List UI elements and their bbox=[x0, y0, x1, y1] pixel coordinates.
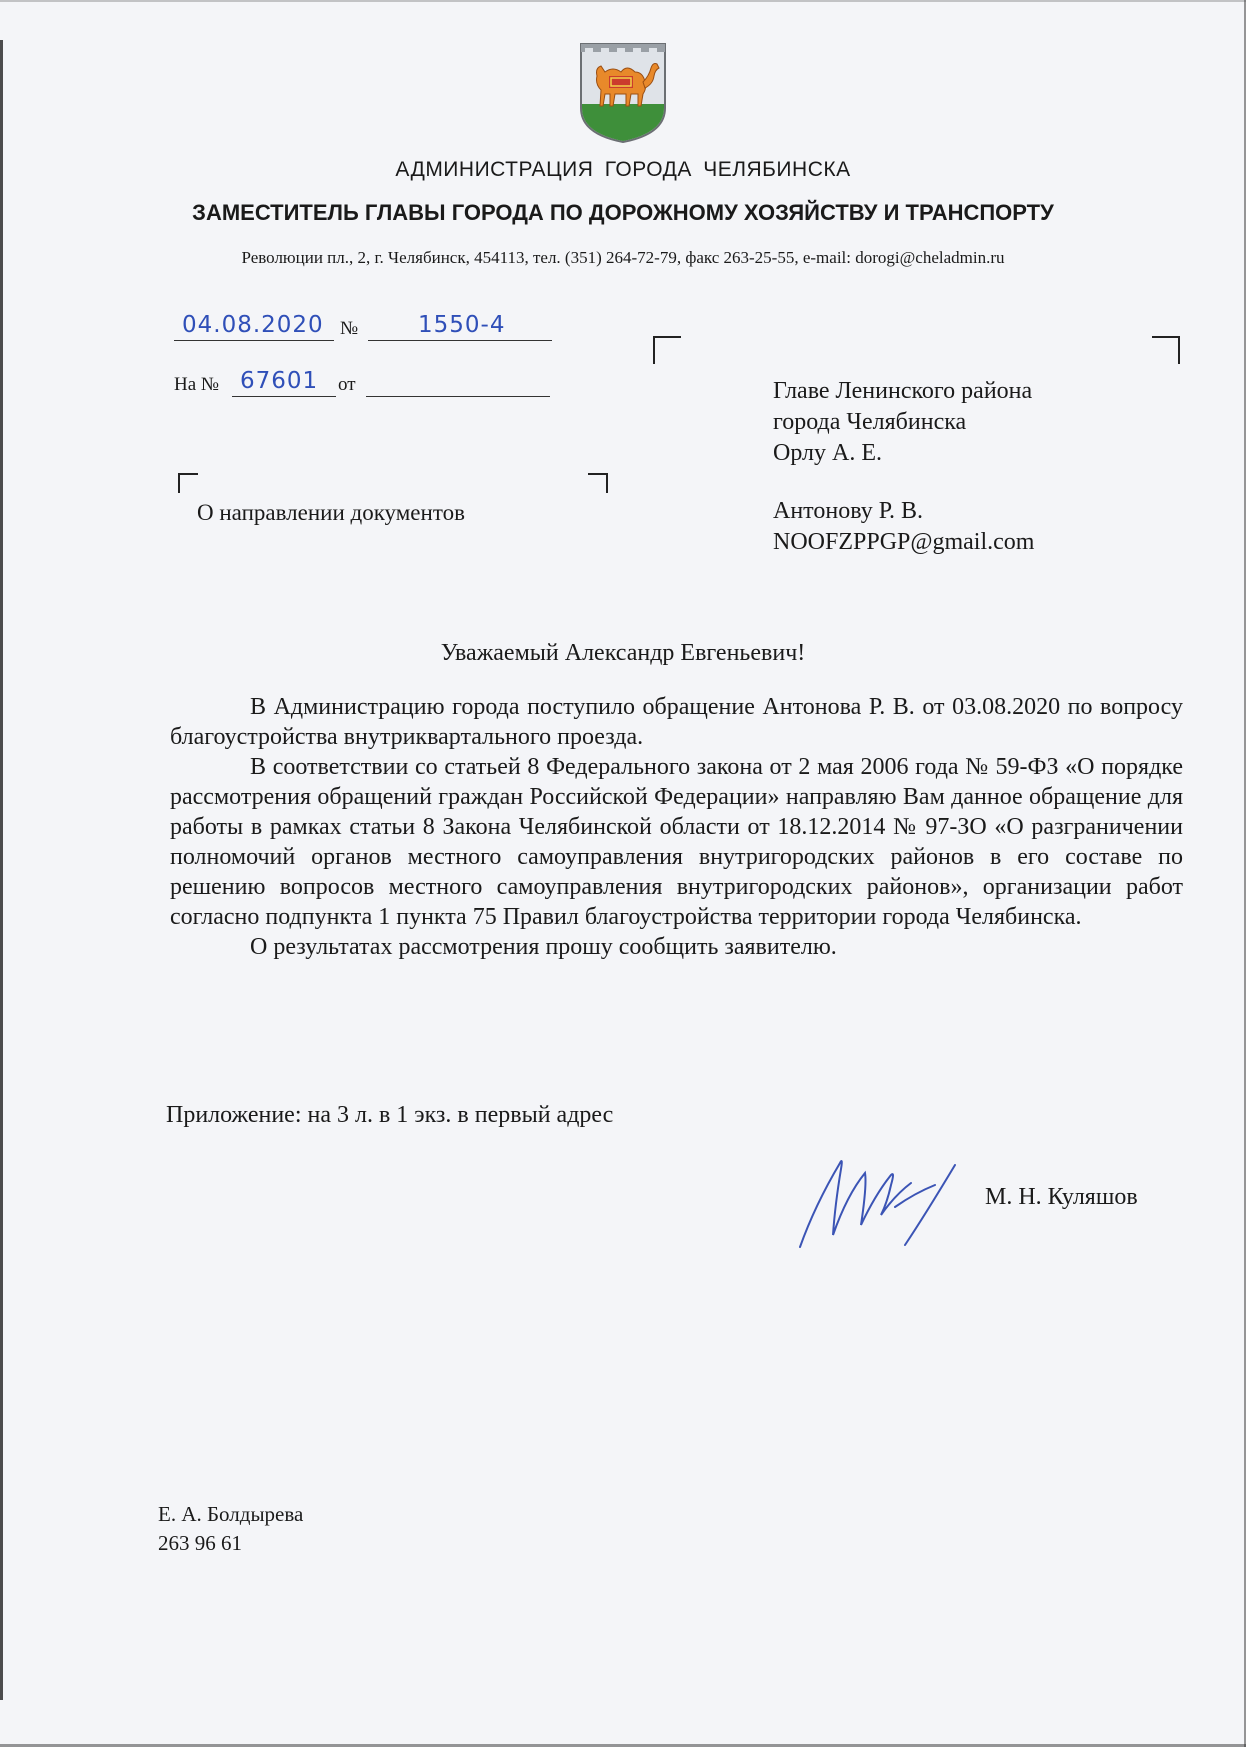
attachment-note: Приложение: на 3 л. в 1 экз. в первый адрес bbox=[166, 1102, 614, 1128]
letter-body bbox=[170, 692, 1183, 962]
body-paragraph: В Администрацию города поступило обращение Антонова Р. В. от 03.08.2020 по вопросу благоустройства внутриквартального проезда. bbox=[170, 694, 1183, 750]
date-underline bbox=[174, 340, 334, 341]
reply-underline bbox=[232, 396, 336, 397]
signer-name: М. Н. Куляшов bbox=[985, 1184, 1138, 1210]
outgoing-number: 1550-4 bbox=[418, 312, 506, 338]
body-paragraph: В соответствии со статьей 8 Федерального закона от 2 мая 2006 года № 59-ФЗ «О порядке рассмотрения обращений граждан Российской Федерации» направляю Вам данное обращение для работы в рамках статьи 8 Закона Челябинской области от 18.12.2014 № 97-ЗО «О разграничении полномочий органов местного самоуправления внутригородских районов в его составе по решению вопросов местного самоуправления внутригородских районов», организации работ согласно подпункта 1 пункта 75 Правил благоустройства территории города Челябинска. bbox=[170, 754, 1183, 930]
number-underline bbox=[368, 340, 552, 341]
scan-edge-top bbox=[0, 0, 1246, 2]
addressee-corner-left bbox=[653, 336, 681, 364]
administration-name: АДМИНИСТРАЦИЯ ГОРОДА ЧЕЛЯБИНСКА bbox=[395, 158, 851, 181]
addressee-email: NOOFZPPGP@gmail.com bbox=[773, 529, 1035, 555]
coat-of-arms-icon bbox=[575, 38, 671, 144]
salutation: Уважаемый Александр Евгеньевич! bbox=[440, 640, 806, 666]
letter-subject: О направлении документов bbox=[197, 500, 465, 525]
handwritten-signature bbox=[795, 1145, 965, 1255]
executor-block bbox=[158, 1500, 303, 1558]
addressee-line: города Челябинска bbox=[773, 409, 967, 435]
from-label: от bbox=[338, 374, 356, 395]
addressee-line: Главе Ленинского района bbox=[773, 378, 1033, 404]
addressee-block bbox=[773, 376, 1034, 558]
subject-corner-left bbox=[178, 473, 198, 493]
addressee-corner-right bbox=[1152, 336, 1180, 364]
reply-number: 67601 bbox=[240, 368, 319, 394]
department-name: ЗАМЕСТИТЕЛЬ ГЛАВЫ ГОРОДА ПО ДОРОЖНОМУ ХОЗЯЙСТВУ И ТРАНСПОРТУ bbox=[192, 200, 1054, 225]
from-underline bbox=[366, 396, 550, 397]
addressee-line: Антонову Р. В. bbox=[773, 498, 924, 524]
number-label: № bbox=[340, 318, 359, 339]
executor-name: Е. А. Болдырева bbox=[158, 1502, 304, 1526]
subject-corner-right bbox=[588, 473, 608, 493]
outgoing-date: 04.08.2020 bbox=[182, 312, 324, 338]
body-paragraph: О результатах рассмотрения прошу сообщить заявителю. bbox=[250, 934, 837, 960]
reply-label: На № bbox=[174, 374, 220, 395]
addressee-line: Орлу А. Е. bbox=[773, 440, 882, 466]
executor-phone: 263 96 61 bbox=[158, 1531, 242, 1555]
scan-edge-left bbox=[0, 40, 3, 1700]
contact-address: Революции пл., 2, г. Челябинск, 454113, тел. (351) 264-72-79, факс 263-25-55, e-mail: dorogi@cheladmin.ru bbox=[241, 248, 1005, 267]
